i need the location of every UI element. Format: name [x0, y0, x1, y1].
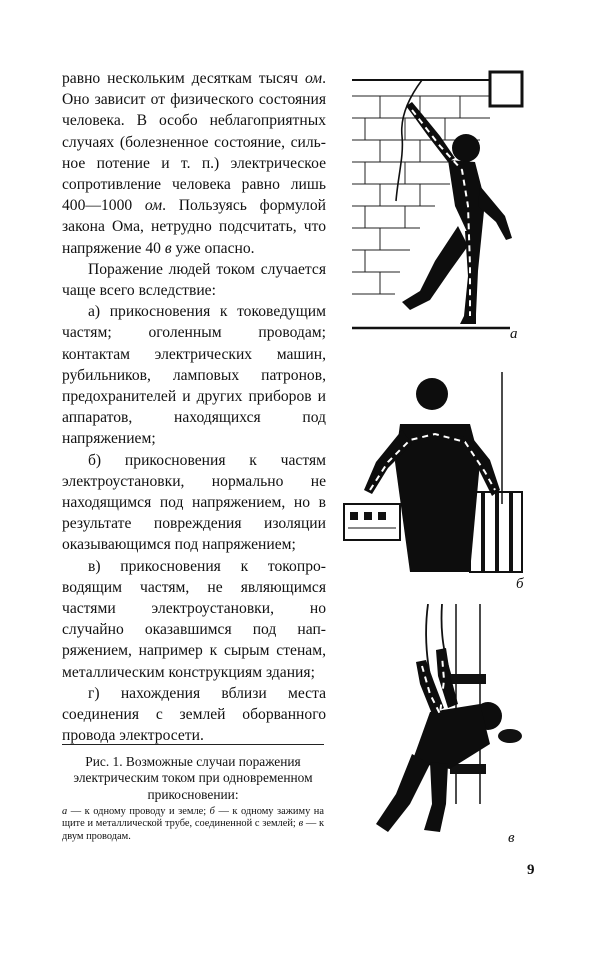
legend-letter-a: а: [62, 806, 68, 817]
paragraph-6: [62, 683, 326, 747]
figure-caption-text: Рис. 1. Возможные случаи поражения электрическим током при одновременном прикосновении:: [73, 754, 313, 802]
p1-run-4: . Пользуясь формулой закона Ома, нетрудно подсчитать, что напряжение 40: [62, 197, 326, 257]
p1-run-3: ом: [144, 197, 163, 215]
figure-v-illustration: [340, 604, 540, 848]
legend-letter-b: б: [209, 806, 215, 817]
legend-text-b: — к одному зажиму на щите и металлической трубе, соединенной с землей;: [62, 806, 324, 830]
figure-legend: [62, 806, 324, 843]
paragraph-4: [62, 450, 326, 556]
p1-run-6: уже опасно.: [171, 239, 255, 257]
p3-run-0: а) прикосновения к токоведущим частям; оголенным проводам; контактам электрических машин, рубильников, ламповых патронов, предохранителей и других приборов и аппаратов, находящихся под напряжением;: [62, 303, 326, 448]
paragraph-5: [62, 556, 326, 683]
person-silhouette-b: [364, 378, 500, 572]
person-silhouette-a: [402, 102, 512, 324]
body-text: [62, 68, 326, 747]
legend-text-v: — к двум проводам.: [62, 818, 325, 842]
p1-run-5: в: [164, 239, 172, 257]
junction-box: [490, 72, 522, 106]
figure-label-v: в: [508, 830, 515, 846]
paragraph-3: [62, 301, 326, 449]
p5-run-0: в) прикосновения к токопроводящим частям, не являющимся частями электроустановки, но случайно оказавшимся под напряжением, например к сырым стенам, металлическим конструкциям здания;: [62, 557, 326, 681]
figure-caption: [62, 754, 324, 803]
figure-label-b: б: [516, 576, 524, 592]
p4-run-0: б) прикосновения к частям электроустановки, нормально не находящимся под напряжением, но в результате повреждения изоляции оказывающимся под напряжением;: [62, 451, 326, 554]
p2-run-0: Поражение людей током случается чаще всего вследствие:: [62, 260, 326, 300]
page-number: 9: [527, 862, 535, 878]
switch-panel: [344, 504, 400, 540]
p1-run-0: равно нескольким десяткам тысяч: [62, 70, 305, 87]
caption-rule: [62, 744, 324, 745]
paragraph-2: [62, 259, 326, 301]
paragraph-1: [62, 68, 326, 259]
p6-run-0: г) нахождения вблизи места соединения с землей оборванного провода электросети.: [62, 684, 326, 745]
falling-cap: [498, 729, 522, 743]
p1-run-1: ом: [304, 70, 323, 87]
legend-text-a: — к одному проводу и земле;: [67, 806, 210, 817]
figure-label-a: а: [510, 326, 518, 342]
figure-a-illustration: [340, 66, 540, 346]
legend-letter-v: в: [298, 818, 304, 830]
figure-b-illustration: [340, 372, 540, 596]
p1-run-2: . Оно зависит от физического состояния человека. В особо неблагоприятных случаях (болезненное состояние, сильное потение и т. п.) электрическое сопротивление человека равно лишь 400—1000: [62, 70, 326, 215]
radiator: [470, 492, 522, 572]
